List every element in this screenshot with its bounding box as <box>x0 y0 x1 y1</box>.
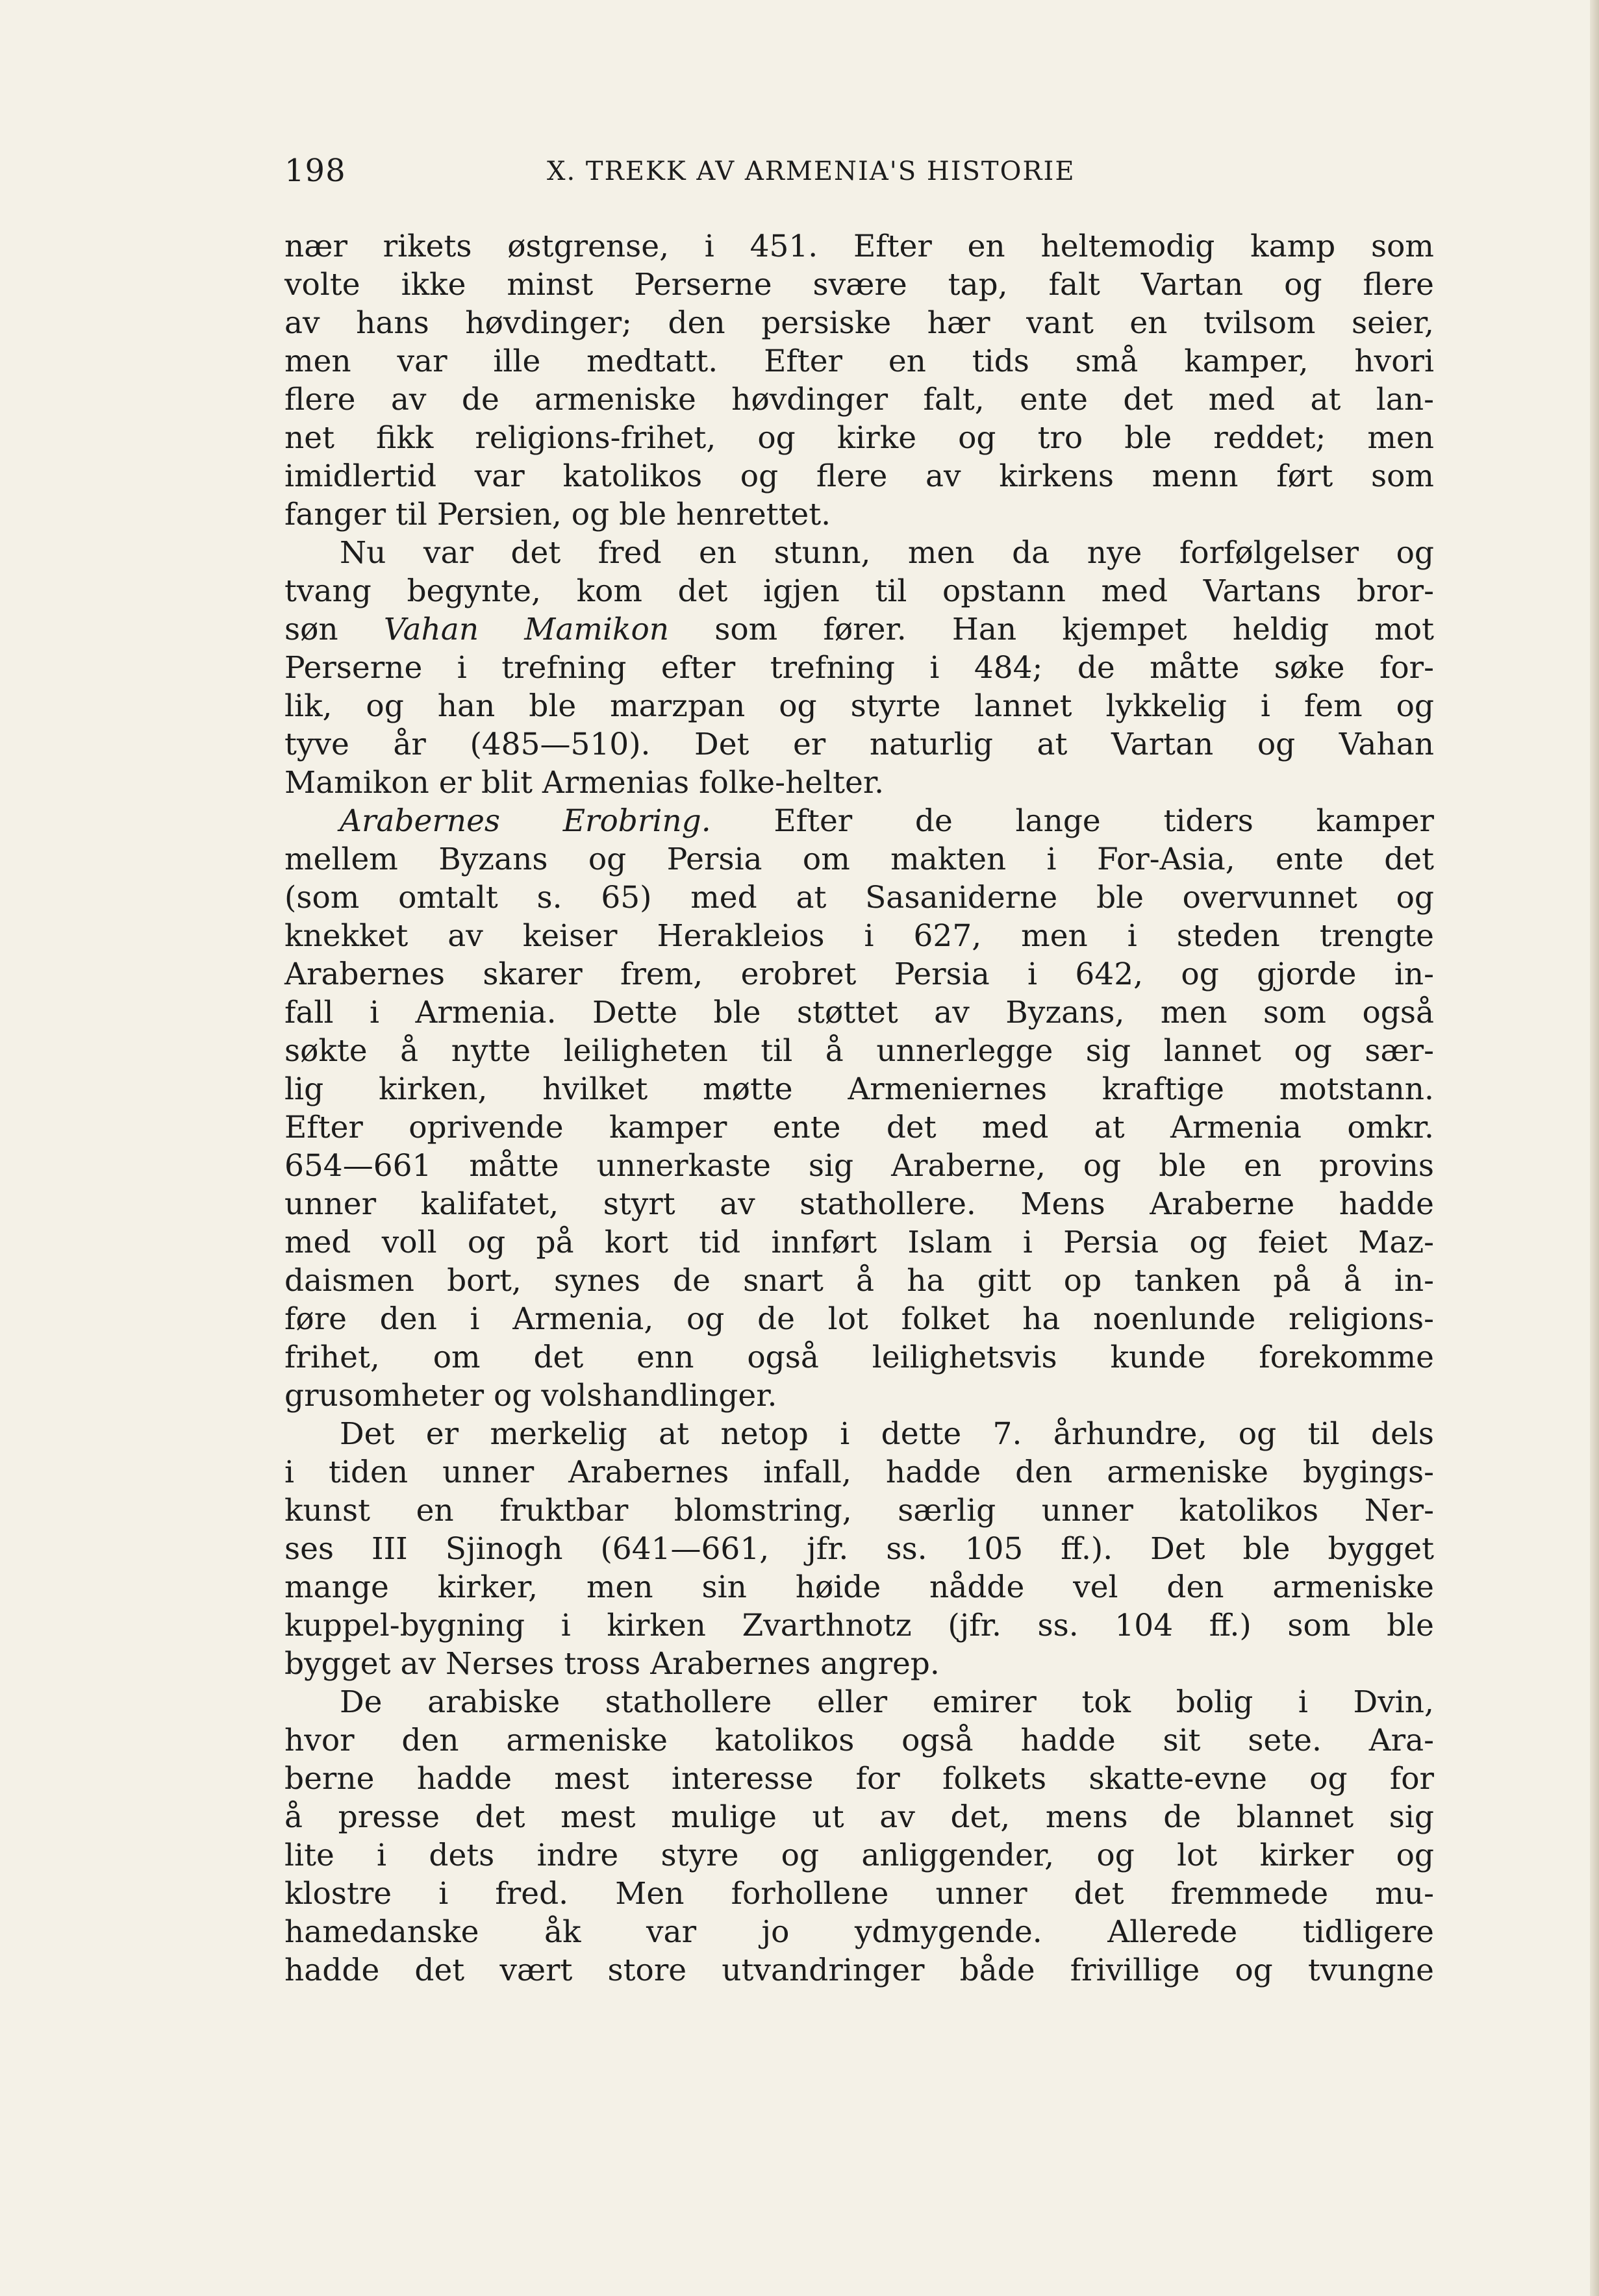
text-segment: søn <box>284 612 384 647</box>
section-heading: Arabernes Erobring. <box>340 803 711 839</box>
text-line: grusomheter og volshandlinger. <box>284 1378 777 1414</box>
text-line: hadde det vært store utvandringer både frivillige og tvungne <box>284 1953 1434 1988</box>
text-line: nær rikets østgrense, i 451. Efter en heltemodig kamp som <box>284 229 1434 264</box>
text-line: tvang begynte, kom det igjen til opstann med Vartans bror- <box>284 573 1434 609</box>
text-line: å presse det mest mulige ut av det, mens de blannet sig <box>284 1799 1434 1835</box>
text-line: berne hadde mest interesse for folkets skatte-evne og for <box>284 1761 1434 1797</box>
text-line: unner kalifatet, styrt av stathollere. Mens Araberne hadde <box>284 1186 1434 1222</box>
text-line: Perserne i trefning efter trefning i 484; de måtte søke for- <box>284 650 1434 686</box>
text-line: kuppel-bygning i kirken Zvarthnotz (jfr. ss. 104 ff.) som ble <box>284 1608 1434 1643</box>
page-number: 198 <box>284 153 346 189</box>
text-line: bygget av Nerses tross Arabernes angrep. <box>284 1646 940 1682</box>
text-line: i tiden unner Arabernes infall, hadde den armeniske bygings- <box>284 1454 1434 1490</box>
text-line: lig kirken, hvilket møtte Armeniernes kraftige motstann. <box>284 1071 1434 1107</box>
page-edge <box>1590 0 1599 2296</box>
text-line: føre den i Armenia, og de lot folket ha noenlunde religions- <box>284 1301 1434 1337</box>
text-line: med voll og på kort tid innført Islam i Persia og feiet Maz- <box>284 1225 1434 1260</box>
text-line: 654—661 måtte unnerkaste sig Araberne, og ble en provins <box>284 1148 1434 1184</box>
text-line: tyve år (485—510). Det er naturlig at Vartan og Vahan <box>284 727 1434 762</box>
text-segment: Efter de lange tiders kamper <box>711 803 1434 839</box>
section-heading-line <box>284 802 1434 840</box>
body-text <box>284 227 1434 1990</box>
text-line: net fikk religions-frihet, og kirke og tro ble reddet; men <box>284 420 1434 456</box>
text-line: fall i Armenia. Dette ble støttet av Byzans, men som også <box>284 995 1434 1030</box>
text-line: (som omtalt s. 65) med at Sasaniderne ble overvunnet og <box>284 880 1434 916</box>
text-line: frihet, om det enn også leilighetsvis kunde forekomme <box>284 1340 1434 1375</box>
paragraph-first-line: Nu var det fred en stunn, men da nye forfølgelser og <box>340 535 1434 571</box>
text-line: Arabernes skarer frem, erobret Persia i 642, og gjorde in- <box>284 956 1434 992</box>
text-segment: som fører. Han kjempet heldig mot <box>669 612 1434 647</box>
text-line: Mamikon er blit Armenias folke-helter. <box>284 765 885 801</box>
text-line: knekket av keiser Herakleios i 627, men i steden trengte <box>284 918 1434 954</box>
paragraph-first-line: De arabiske stathollere eller emirer tok bolig i Dvin, <box>340 1684 1434 1720</box>
text-line: daismen bort, synes de snart å ha gitt op tanken på å in- <box>284 1263 1434 1299</box>
running-title: X. TREKK AV ARMENIA'S HISTORIE <box>547 156 1076 186</box>
text-line: volte ikke minst Perserne svære tap, falt Vartan og flere <box>284 267 1434 303</box>
text-line: hamedanske åk var jo ydmygende. Allerede tidligere <box>284 1914 1434 1950</box>
paragraph-first-line: Det er merkelig at netop i dette 7. århundre, og til dels <box>340 1416 1434 1452</box>
text-line: mellem Byzans og Persia om makten i For-Asia, ente det <box>284 842 1434 877</box>
text-line: lite i dets indre styre og anliggender, og lot kirker og <box>284 1838 1434 1873</box>
text-line: fanger til Persien, og ble henrettet. <box>284 497 831 532</box>
text-line: Efter oprivende kamper ente det med at Armenia omkr. <box>284 1110 1434 1145</box>
text-line: lik, og han ble marzpan og styrte lannet lykkelig i fem og <box>284 688 1434 724</box>
text-line: klostre i fred. Men forhollene unner det fremmede mu- <box>284 1876 1434 1912</box>
text-line: av hans høvdinger; den persiske hær vant en tvilsom seier, <box>284 305 1434 341</box>
text-line: imidlertid var katolikos og flere av kirkens menn ført som <box>284 458 1434 494</box>
text-line: ses III Sjinogh (641—661, jfr. ss. 105 ff.). Det ble bygget <box>284 1531 1434 1567</box>
text-line: kunst en fruktbar blomstring, særlig unner katolikos Ner- <box>284 1493 1434 1529</box>
text-line: søkte å nytte leiligheten til å unnerlegge sig lannet og sær- <box>284 1033 1434 1069</box>
text-line: men var ille medtatt. Efter en tids små kamper, hvori <box>284 343 1434 379</box>
text-line: flere av de armeniske høvdinger falt, ente det med at lan- <box>284 382 1434 418</box>
running-head <box>284 148 1168 193</box>
text-line <box>284 610 1434 649</box>
italic-name: Vahan Mamikon <box>383 612 670 647</box>
text-line: mange kirker, men sin høide nådde vel den armeniske <box>284 1569 1434 1605</box>
text-line: hvor den armeniske katolikos også hadde sit sete. Ara- <box>284 1723 1434 1758</box>
